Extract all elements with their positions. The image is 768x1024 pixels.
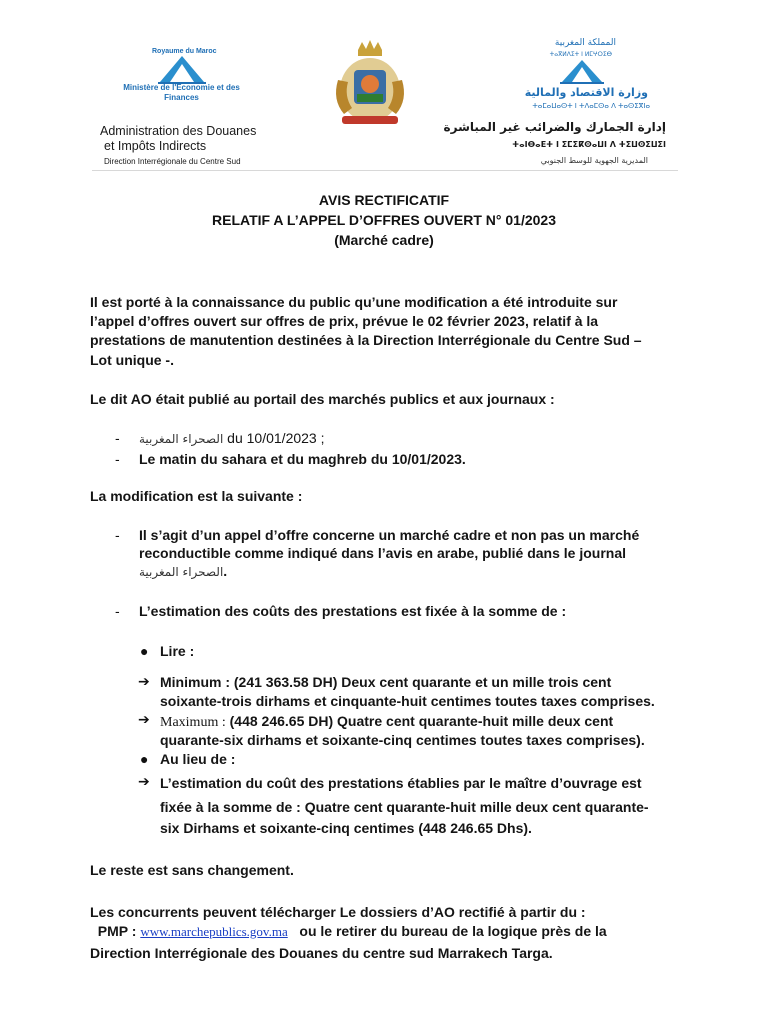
- ministry-arabic: وزارة الاقتصاد والمالية: [524, 86, 648, 99]
- notice-subtitle: RELATIF A L’APPEL D’OFFRES OUVERT N° 01/2023: [212, 212, 556, 228]
- bullet-icon: ●: [140, 643, 149, 659]
- intro-line: prestations de manutention destinées à la Direction Interrégionale du Centre Sud –: [90, 332, 642, 348]
- list-dash: -: [115, 603, 120, 619]
- arabic-ministry-logo: [443, 36, 678, 176]
- intro-line: l’appel d’offres ouvert sur offres de prix, prévue le 02 février 2023, relatif à la: [90, 313, 599, 329]
- minimum-line: Minimum : (241 363.58 DH) Deux cent quarante et un mille trois cent: [160, 674, 612, 690]
- au-lieu-line: L’estimation du coût des prestations établies par le maître d’ouvrage est: [160, 775, 642, 791]
- intro-line: Lot unique -.: [90, 352, 174, 368]
- ministry-logo-icon: [560, 58, 604, 84]
- maximum-line: Maximum : (448 246.65 DH) Quatre cent quarante-huit mille deux cent: [160, 713, 614, 730]
- pmp-link[interactable]: www.marchepublics.gov.ma: [140, 924, 288, 939]
- administration-arabic: إدارة الجمارك والضرائب غير المباشرة: [443, 120, 666, 134]
- notice-framework: (Marché cadre): [334, 232, 434, 248]
- publication-statement: Le dit AO était publié au portail des marchés publics et aux journaux :: [90, 391, 555, 407]
- journal-item: Le matin du sahara et du maghreb du 10/01/2023.: [139, 451, 466, 467]
- download-line: Direction Interrégionale des Douanes du centre sud Marrakech Targa.: [90, 945, 553, 961]
- intro-line: Il est porté à la connaissance du public qu’une modification a été introduite sur: [90, 294, 618, 310]
- modification-item: L’estimation des coûts des prestations est fixée à la somme de :: [139, 603, 567, 619]
- administration-line1: Administration des Douanes: [100, 124, 257, 138]
- modification-intro: La modification est la suivante :: [90, 488, 303, 504]
- modification-line: reconductible comme indiqué dans l’avis en arabe, publié dans le journal: [139, 545, 627, 561]
- arrow-right-icon: ➔: [138, 673, 150, 689]
- list-dash: -: [115, 430, 120, 446]
- list-dash: -: [115, 451, 120, 467]
- administration-tifinagh: ⵜⴰⵏⴱⴰⴹⵜ ⵏ ⵉⵎⵉⴽⵙⴰⵡⵏ ⴷ ⵜⵉⵡⵙⵉⵡⵉⵏ: [512, 140, 666, 149]
- kingdom-label: Royaume du Maroc: [152, 48, 217, 55]
- journal-name-arabic: الصحراء المغربية: [139, 432, 224, 446]
- coat-of-arms-icon: [328, 40, 412, 128]
- arrow-right-icon: ➔: [138, 773, 150, 789]
- bullet-icon: ●: [140, 751, 149, 767]
- download-line: PMP : www.marchepublics.gov.ma ou le retirer du bureau de la logique près de la: [90, 923, 607, 939]
- journal-item: [139, 429, 676, 448]
- unchanged-statement: Le reste est sans changement.: [90, 862, 294, 878]
- list-dash: -: [115, 527, 120, 543]
- au-lieu-label: Au lieu de :: [160, 751, 236, 767]
- modification-line: الصحراء المغربية.: [139, 563, 228, 579]
- modification-item: [139, 526, 676, 581]
- maximum-line: quarante-six dirhams et soixante-cinq centimes toutes taxes comprises).: [160, 732, 645, 748]
- journal-date: du 10/01/2023 ;: [223, 430, 325, 446]
- au-lieu-line: fixée à la somme de : Quatre cent quarante-huit mille deux cent quarante-: [160, 799, 649, 815]
- pmp-label: PMP :: [90, 923, 141, 939]
- download-line: Les concurrents peuvent télécharger Le dossiers d’AO rectifié à partir du :: [90, 904, 586, 920]
- au-lieu-line: six Dirhams et soixante-cinq centimes (448 246.65 Dhs).: [160, 820, 532, 836]
- ministry-logo: [92, 40, 267, 172]
- lire-label: Lire :: [160, 643, 195, 659]
- kingdom-tifinagh: ⵜⴰⴳⵍⴷⵉⵜ ⵏ ⵍⵎⵖⵔⵉⴱ: [549, 51, 612, 58]
- modification-line: Il s’agit d’un appel d’offre concerne un marché cadre et non pas un marché: [139, 527, 640, 543]
- ministry-logo-icon: [158, 54, 206, 84]
- maximum-label: Maximum :: [160, 715, 226, 730]
- header-divider: [92, 170, 678, 171]
- notice-title: AVIS RECTIFICATIF: [318, 192, 450, 208]
- journal-name-arabic: الصحراء المغربية: [139, 565, 224, 579]
- ministry-tifinagh: ⵜⴰⵎⴰⵡⴰⵙⵜ ⵏ ⵜⴷⴰⵎⵙⴰ ⴷ ⵜⴰⵙⵉⴳⵏⴰ: [532, 102, 650, 110]
- minimum-line: soixante-trois dirhams et cinquante-huit centimes toutes taxes comprises.: [160, 693, 655, 709]
- arrow-right-icon: ➔: [138, 711, 150, 727]
- direction-name: Direction Interrégionale du Centre Sud: [104, 157, 241, 166]
- administration-line2: et Impôts Indirects: [104, 139, 207, 153]
- ministry-name: Ministère de l'Economie et des Finances: [123, 83, 240, 102]
- direction-arabic: المديرية الجهوية للوسط الجنوبي: [540, 156, 648, 165]
- kingdom-arabic: المملكة المغربية: [554, 38, 616, 48]
